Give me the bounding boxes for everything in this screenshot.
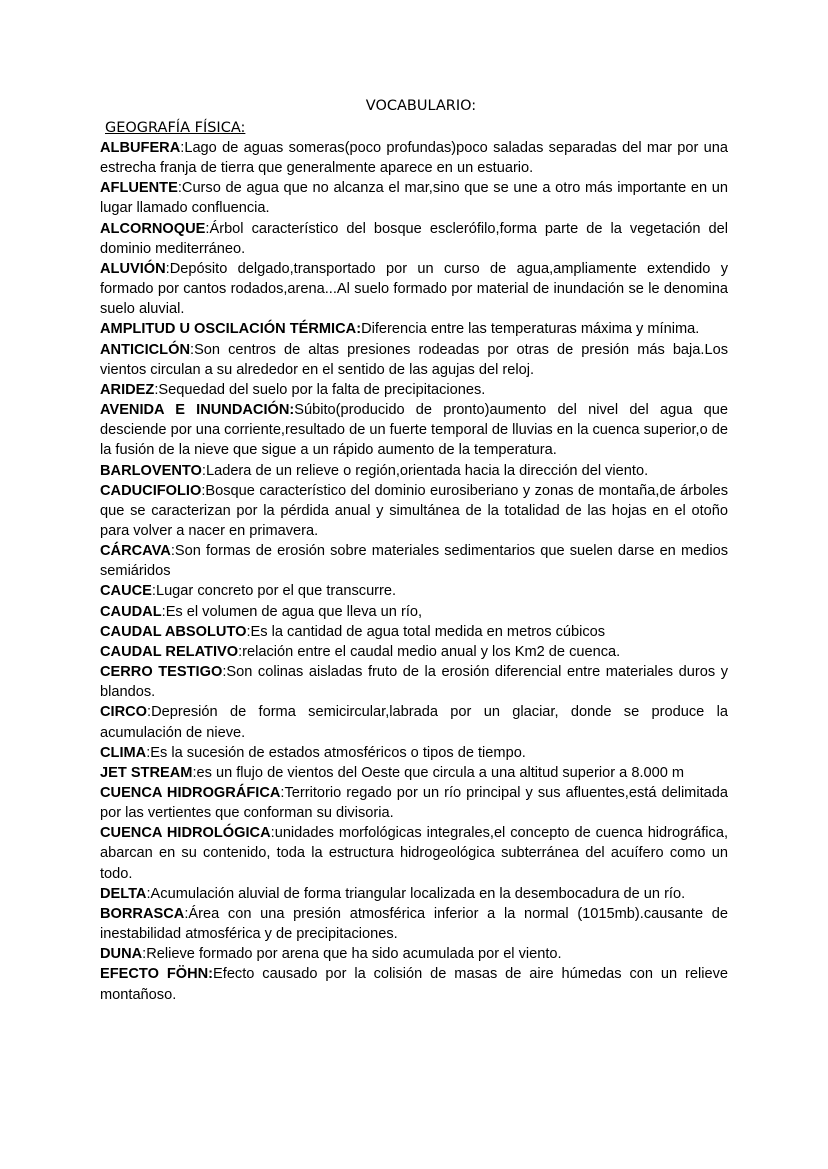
vocabulary-entry (100, 944, 728, 964)
vocabulary-entry (100, 178, 728, 218)
entry-definition: Son colinas aisladas fruto de la erosión diferencial entre materiales duros y blandos. (100, 664, 729, 701)
vocabulary-entry (100, 662, 728, 702)
entry-definition: Territorio regado por un río principal y sus afluentes,está delimitada por las vertientes que conforman su divisoria. (100, 785, 728, 822)
entry-definition: Súbito(producido de pronto)aumento del nivel del agua que desciende por una corriente,resultado de un fuerte temporal de lluvias en la cuenca superior,o de la fusión de la nieve que sigue a un rápido aumento de la temperatura. (100, 402, 728, 459)
vocabulary-entry (100, 702, 728, 742)
entry-definition: Depósito delgado,transportado por un curso de agua,ampliamente extendido y formado por cantos rodados,arena...Al suelo formado por material de inundación se le denomina suelo aluvial. (100, 260, 728, 318)
entry-definition: Curso de agua que no alcanza el mar,sino que se une a otro más importante en un lugar llamado confluencia. (100, 180, 728, 217)
entry-separator: : (280, 785, 285, 801)
entry-term: CAUCE (100, 583, 152, 600)
entry-separator: : (201, 482, 206, 499)
vocabulary-entry (100, 138, 728, 178)
entry-term: BORRASCA (100, 905, 185, 922)
entry-separator: : (151, 583, 156, 600)
entry-term: CAUDAL RELATIVO (100, 643, 239, 660)
vocabulary-list (100, 138, 728, 1005)
entry-term: CÁRCAVA (100, 543, 171, 560)
entry-definition: relación entre el caudal medio anual y los Km2 de cuenca. (242, 643, 621, 660)
entry-term: BARLOVENTO (100, 462, 202, 479)
entry-separator: : (222, 664, 227, 681)
entry-definition: Árbol característico del bosque esclerófilo,forma parte de la vegetación del dominio mediterráneo. (100, 220, 728, 257)
entry-definition: Lugar concreto por el que transcurre. (155, 583, 397, 600)
entry-definition: Sequedad del suelo por la falta de precipitaciones. (158, 381, 486, 398)
entry-separator: : (238, 643, 243, 660)
entry-separator: : (146, 744, 151, 761)
entry-term: CUENCA HIDROLÓGICA (100, 825, 271, 842)
entry-separator: : (146, 885, 151, 902)
entry-separator: : (201, 462, 206, 479)
entry-separator: : (246, 623, 251, 640)
entry-definition: Son centros de altas presiones rodeadas por otras de presión más baja.Los vientos circulan a su alrededor en el sentido de las agujas del reloj. (100, 341, 728, 378)
entry-separator: : (180, 140, 185, 156)
entry-term: JET STREAM (100, 764, 193, 781)
entry-term: ANTICICLÓN (100, 341, 190, 358)
entry-definition: Bosque característico del dominio eurosiberiano y zonas de montaña,de árboles que se caracterizan por la pérdida anual y simultánea de la totalidad de las hojas en el otoño para volver a nacer en primavera. (100, 482, 728, 539)
vocabulary-entry (100, 964, 728, 1004)
entry-definition: Lago de aguas someras(poco profundas)poco saladas separadas del mar por una estrecha franja de tierra que generalmente aparece en un estuario. (100, 140, 728, 177)
entry-definition: Diferencia entre las temperaturas máxima y mínima. (361, 321, 700, 338)
entry-separator: : (205, 220, 210, 237)
entry-separator: : (177, 180, 182, 197)
vocabulary-entry (100, 461, 728, 481)
entry-separator: : (184, 905, 189, 922)
entry-term: ALUVIÓN (100, 260, 166, 277)
entry-separator: : (270, 825, 275, 842)
vocabulary-entry (100, 743, 728, 763)
entry-term: CAUDAL ABSOLUTO (100, 623, 247, 640)
vocabulary-entry (100, 380, 728, 400)
vocabulary-entry (100, 904, 728, 944)
entry-term: ALBUFERA (100, 140, 181, 156)
entry-definition: Son formas de erosión sobre materiales sedimentarios que suelen darse en medios semiáridos (100, 543, 728, 580)
vocabulary-entry (100, 783, 728, 823)
entry-definition: Relieve formado por arena que ha sido acumulada por el viento. (146, 946, 562, 963)
entry-separator: : (165, 260, 170, 277)
entry-definition: Ladera de un relieve o región,orientada hacia la dirección del viento. (205, 462, 649, 479)
document-title: VOCABULARIO: (365, 98, 477, 114)
vocabulary-entry (100, 823, 728, 883)
entry-definition: Depresión de forma semicircular,labrada por un glaciar, donde se produce la acumulación de nieve. (100, 704, 728, 741)
entry-definition: Es el volumen de agua que lleva un río, (165, 603, 423, 620)
entry-term: AFLUENTE (100, 180, 178, 197)
vocabulary-entry (100, 763, 728, 783)
vocabulary-entry (100, 541, 728, 581)
entry-separator: : (192, 764, 197, 781)
document-page (100, 96, 728, 1005)
vocabulary-entry (100, 642, 728, 662)
entry-definition: Área con una presión atmosférica inferior a la normal (1015mb).causante de inestabilidad atmosférica y de precipitaciones. (100, 905, 728, 943)
entry-separator: : (154, 381, 159, 398)
entry-separator: : (190, 341, 195, 358)
entry-term: CIRCO (100, 704, 148, 721)
entry-term: CUENCA HIDROGRÁFICA (100, 785, 281, 801)
entry-term: ALCORNOQUE (100, 220, 206, 237)
entry-term: CLIMA (100, 744, 147, 761)
entry-term: CERRO TESTIGO (100, 664, 223, 681)
entry-separator: : (147, 704, 152, 721)
entry-term: AVENIDA E INUNDACIÓN: (100, 402, 295, 419)
entry-definition: Efecto causado por la colisión de masas de aire húmedas con un relieve montañoso. (100, 966, 728, 1003)
vocabulary-entry (100, 400, 728, 460)
entry-separator: : (170, 543, 175, 560)
vocabulary-entry (100, 219, 728, 259)
entry-definition: unidades morfológicas integrales,el concepto de cuenca hidrográfica, abarcan en su contenido, toda la estructura hidrogeológica subterránea del acuífero como un todo. (100, 825, 728, 882)
entry-separator: : (161, 603, 166, 620)
vocabulary-entry (100, 481, 728, 541)
entry-term: CAUDAL (100, 603, 162, 620)
vocabulary-entry (100, 340, 728, 380)
vocabulary-entry (100, 581, 728, 601)
vocabulary-entry (100, 884, 728, 904)
entry-definition: Es la sucesión de estados atmosféricos o tipos de tiempo. (150, 744, 526, 761)
entry-term: DELTA (100, 885, 147, 902)
vocabulary-entry (100, 319, 728, 339)
entry-term: AMPLITUD U OSCILACIÓN TÉRMICA: (100, 321, 362, 338)
vocabulary-entry (100, 622, 728, 642)
entry-term: CADUCIFOLIO (100, 482, 202, 499)
vocabulary-entry (100, 602, 728, 622)
entry-term: EFECTO FÖHN: (100, 966, 214, 983)
entry-definition: Acumulación aluvial de forma triangular localizada en la desembocadura de un río. (150, 885, 686, 902)
entry-term: DUNA (100, 946, 143, 963)
entry-separator: : (142, 946, 147, 963)
entry-term: ARIDEZ (100, 381, 155, 398)
vocabulary-entry (100, 259, 728, 319)
entry-definition: es un flujo de vientos del Oeste que circula a una altitud superior a 8.000 m (196, 764, 685, 781)
section-heading: GEOGRAFÍA FÍSICA: (105, 120, 246, 136)
entry-definition: Es la cantidad de agua total medida en metros cúbicos (250, 623, 606, 640)
